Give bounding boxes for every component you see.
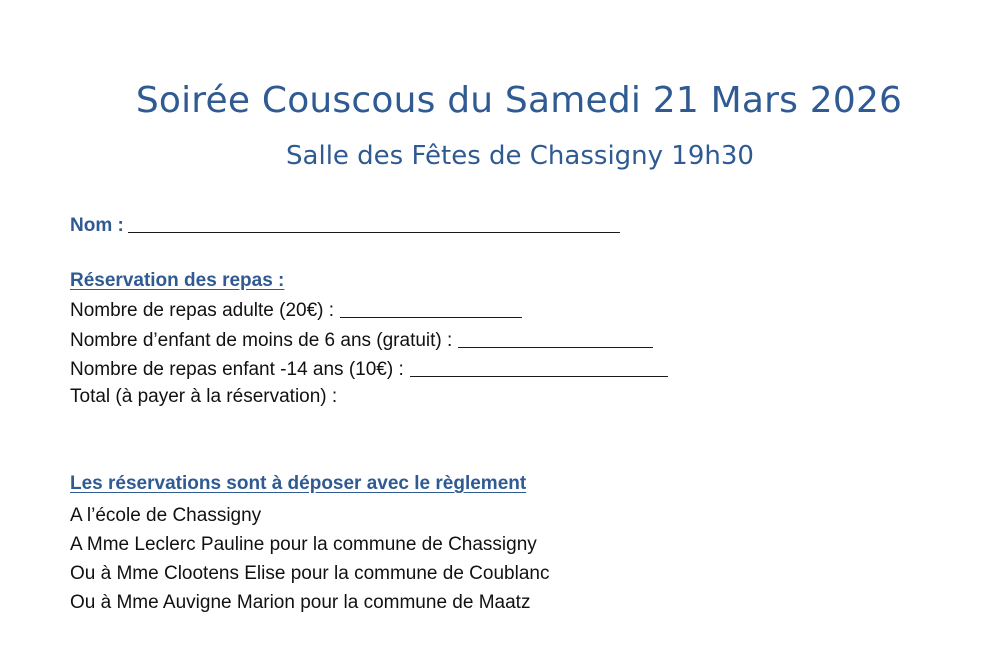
- adult-meals-field[interactable]: [70, 294, 522, 322]
- child-under14-blank-line[interactable]: [410, 375, 668, 377]
- nom-blank-line[interactable]: [128, 231, 620, 233]
- page-subtitle: Salle des Fêtes de Chassigny 19h30: [286, 141, 754, 171]
- deposit-location: Ou à Mme Auvigne Marion pour la commune de Maatz: [70, 592, 531, 613]
- adult-meals-blank-line[interactable]: [340, 316, 522, 318]
- child-under14-field[interactable]: [70, 353, 668, 381]
- deposit-location: A l’école de Chassigny: [70, 505, 262, 526]
- reservation-heading: Réservation des repas :: [70, 270, 285, 291]
- nom-label: Nom :: [70, 215, 124, 236]
- child-under6-label: Nombre d’enfant de moins de 6 ans (gratuit) :: [70, 330, 453, 351]
- deposit-heading: Les réservations sont à déposer avec le règlement: [70, 473, 527, 494]
- nom-field[interactable]: [70, 209, 620, 237]
- child-under6-field[interactable]: [70, 324, 653, 352]
- child-under14-label: Nombre de repas enfant -14 ans (10€) :: [70, 359, 404, 380]
- child-under6-blank-line[interactable]: [458, 346, 653, 348]
- adult-meals-label: Nombre de repas adulte (20€) :: [70, 300, 335, 321]
- total-label: Total (à payer à la réservation) :: [70, 386, 338, 407]
- page-title: Soirée Couscous du Samedi 21 Mars 2026: [135, 80, 903, 121]
- deposit-location: A Mme Leclerc Pauline pour la commune de Chassigny: [70, 534, 537, 555]
- deposit-location: Ou à Mme Clootens Elise pour la commune de Coublanc: [70, 563, 550, 584]
